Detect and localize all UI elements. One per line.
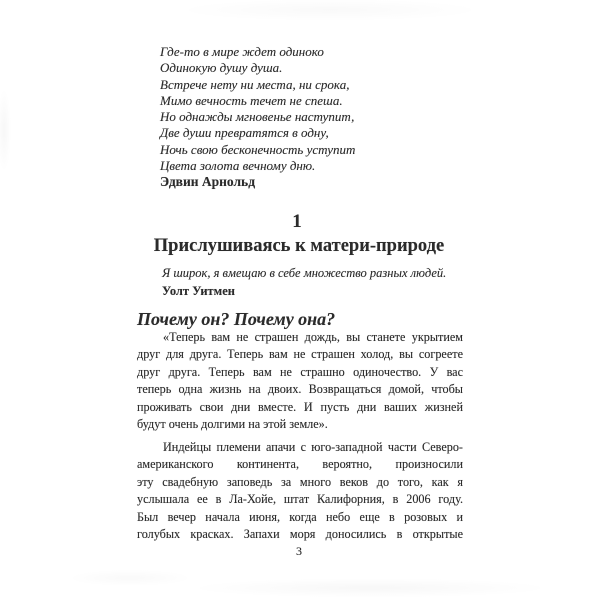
- poem-author: Эдвин Арнольд: [160, 174, 256, 190]
- page-number: 3: [296, 544, 302, 558]
- paragraph-1: [137, 329, 463, 433]
- poem-block: [160, 44, 355, 191]
- section-heading: Почему он? Почему она?: [137, 309, 336, 329]
- body-line: друг для друга. Теперь вам не страшен холод, вы согреете: [137, 347, 463, 362]
- body-line: американского континента, вероятно, произносили: [137, 457, 463, 472]
- poem-line: Две души превратятся в одну,: [160, 125, 329, 141]
- poem-line: Цвета золота вечному дню.: [160, 158, 316, 174]
- body-line: «Теперь вам не страшен дождь, вы станете укрытием: [163, 330, 463, 344]
- poem-line: Где-то в мире ждет одиноко: [160, 44, 324, 59]
- epigraph-author: Уолт Уитмен: [162, 284, 235, 298]
- paragraph-2: [137, 439, 463, 543]
- poem-line: Но однажды мгновенье наступит,: [160, 109, 355, 125]
- body-line: теперь одна жизнь на двоих. Возвращаться домой, чтобы: [137, 382, 463, 397]
- body-line: голубых красках. Запахи моря доносились в открытые: [137, 526, 463, 541]
- body-line: услышала ее в Ла-Хойе, штат Калифорния, в 2006 году.: [137, 492, 463, 507]
- body-line: эту свадебную заповедь за много веков до того, как я: [137, 474, 463, 489]
- chapter-number: 1: [292, 211, 302, 232]
- chapter-title: Прислушиваясь к матери-природе: [153, 236, 445, 256]
- poem-line: Мимо вечность течет не спеша.: [160, 92, 343, 108]
- body-line: Был вечер начала июня, когда небо еще в розовых и: [137, 509, 463, 524]
- body-line: будут очень долгими на этой земле».: [137, 416, 328, 431]
- body-line: Индейцы племени апачи с юго-западной части Северо-: [163, 440, 463, 454]
- epigraph-text: Я широк, я вмещаю в себе множество разных людей.: [162, 266, 447, 280]
- body-line: проживать свои дни вместе. И пусть дни ваших жизней: [137, 399, 463, 414]
- poem-line: Одинокую душу душа.: [160, 60, 283, 76]
- body-line: друг друга. Теперь вам не страшно одиночество. У вас: [137, 364, 463, 379]
- poem-line: Встрече нету ни места, ни срока,: [160, 76, 350, 92]
- poem-line: Ночь свою бесконечность уступит: [160, 141, 356, 157]
